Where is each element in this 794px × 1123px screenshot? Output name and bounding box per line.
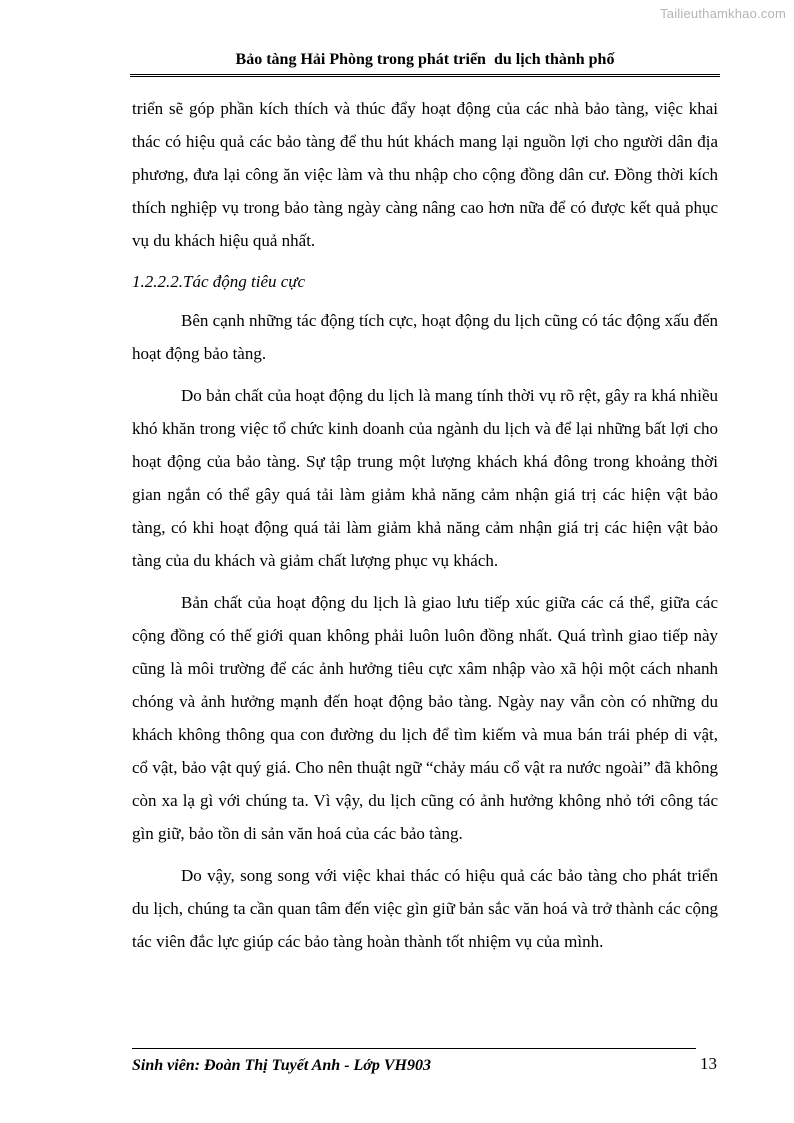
paragraph-conclusion: Do vậy, song song với việc khai thác có hiệu quả các bảo tàng cho phát triển du lịch, chúng ta cần quan tâm đến việc gìn giữ bản sắc văn hoá và trở thành các cộng tác viên đắc lực giúp các bảo tàng hoàn thành tốt nhiệm vụ của mình. [132, 866, 718, 951]
footer-author-line: Sinh viên: Đoàn Thị Tuyết Anh - Lớp VH903 [132, 1057, 431, 1074]
paragraph-cultural-exchange: Bản chất của hoạt động du lịch là giao lưu tiếp xúc giữa các cá thể, giữa các cộng đồng có thế giới quan không phải luôn luôn đồng nhất. Quá trình giao tiếp này cũng là môi trường để các ảnh hưởng tiêu cực xâm nhập vào xã hội một cách nhanh chóng và ảnh hưởng mạnh đến hoạt động bảo tàng. Ngày nay vẫn còn có những du khách không thông qua con đường du lịch để tìm kiếm và mua bán trái phép di vật, cổ vật, bảo vật quý giá. Cho nên thuật ngữ “chảy máu cổ vật ra nước ngoài” đã không còn xa lạ gì với chúng ta. Vì vậy, du lịch cũng có ảnh hưởng không nhỏ tới công tác gìn giữ, bảo tồn di sản văn hoá của các bảo tàng. [132, 593, 718, 843]
header-divider [130, 74, 720, 77]
header-title: Bảo tàng Hải Phòng trong phát triển du lịch thành phố [235, 51, 615, 68]
section-subheading: 1.2.2.2.Tác động tiêu cực [132, 272, 306, 291]
page-footer [132, 1048, 722, 1075]
page-number: 13 [700, 1054, 717, 1073]
paragraph-seasonality: Do bản chất của hoạt động du lịch là mang tính thời vụ rõ rệt, gây ra khá nhiều khó khăn trong việc tổ chức kinh doanh của ngành du lịch và để lại những bất lợi cho hoạt động của bảo tàng. Sự tập trung một lượng khách khá đông trong khoảng thời gian ngắn có thể gây quá tải làm giảm khả năng cảm nhận giá trị các hiện vật bảo tàng, có khi hoạt động quá tải làm giảm khả năng cảm nhận giá trị các hiện vật bảo tàng của du khách và giảm chất lượng phục vụ khách. [132, 386, 718, 570]
document-body [132, 92, 718, 958]
paragraph-negative-intro: Bên cạnh những tác động tích cực, hoạt động du lịch cũng có tác động xấu đến hoạt động bảo tàng. [132, 311, 718, 363]
paragraph-continuation: triển sẽ góp phần kích thích và thúc đẩy hoạt động của các nhà bảo tàng, việc khai thác có hiệu quả các bảo tàng để thu hút khách mang lại nguồn lợi cho người dân địa phương, đưa lại công ăn việc làm và thu nhập cho cộng đồng dân cư. Đồng thời kích thích nghiệp vụ trong bảo tàng ngày càng nâng cao hơn nữa để có được kết quả phục vụ du khách hiệu quả nhất. [132, 99, 718, 250]
footer-divider [132, 1048, 696, 1049]
watermark-text: Tailieuthamkhao.com [660, 6, 786, 21]
page-header [130, 50, 720, 77]
